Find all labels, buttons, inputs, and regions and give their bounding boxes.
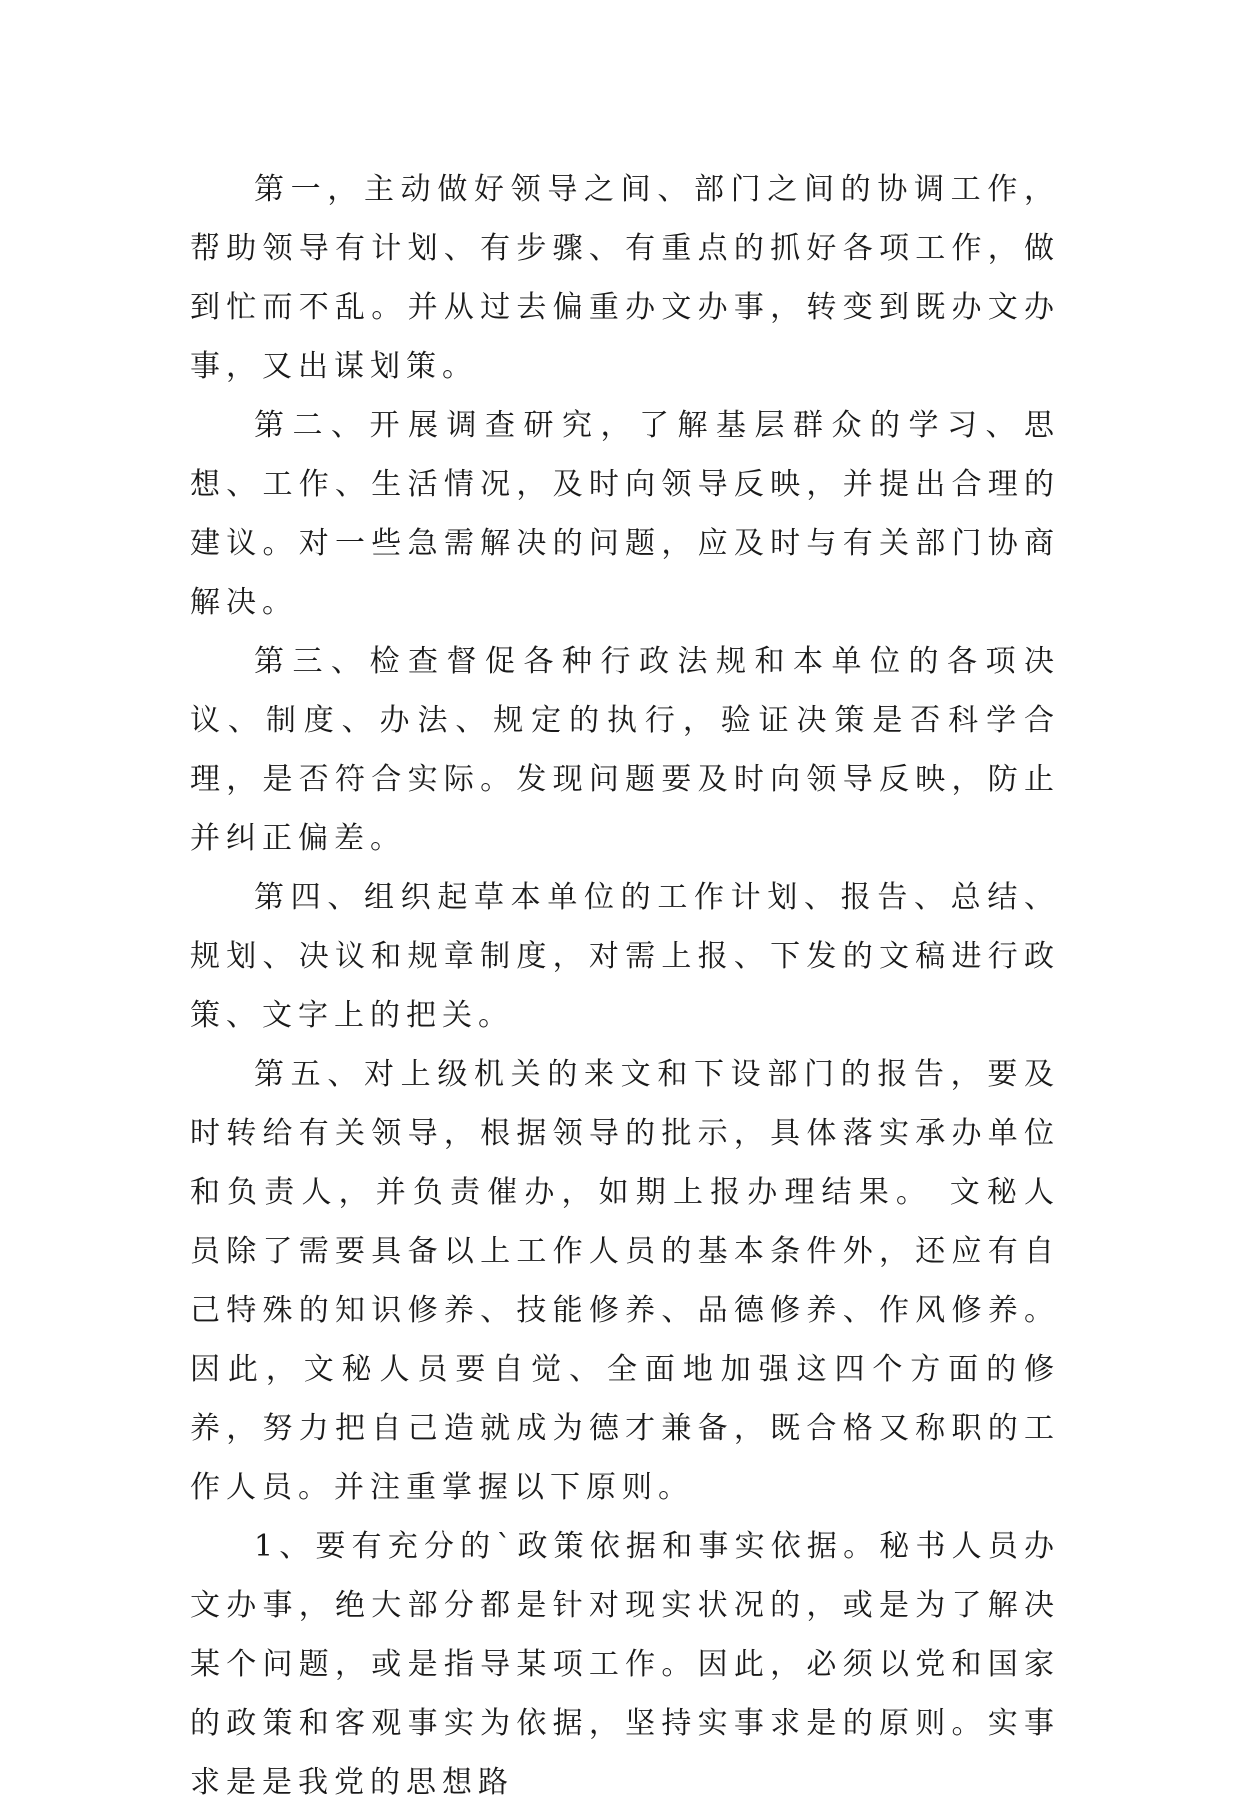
paragraph-4: 第四、组织起草本单位的工作计划、报告、总结、规划、决议和规章制度，对需上报、下发的文稿进行政策、文字上的把关。 (190, 880, 1060, 1033)
paragraph-5: 第五、对上级机关的来文和下设部门的报告，要及时转给有关领导，根据领导的批示，具体落实承办单位和负责人，并负责催办，如期上报办理结果。 文秘人员除了需要具备以上工作人员的基本条件外，还应有自己特殊的知识修养、技能修养、品德修养、作风修养。因此，文秘人员要自觉、全面地加强这四个方面的修养，努力把自己造就成为德才兼备，既合格又称职的工作人员。并注重掌握以下原则。 (190, 1057, 1060, 1505)
paragraph-2: 第二、开展调查研究，了解基层群众的学习、思想、工作、生活情况，及时向领导反映，并提出合理的建议。对一些急需解决的问题，应及时与有关部门协商解决。 (190, 408, 1060, 620)
document-body (190, 160, 1060, 1812)
paragraph-1: 第一，主动做好领导之间、部门之间的协调工作，帮助领导有计划、有步骤、有重点的抓好各项工作，做到忙而不乱。并从过去偏重办文办事，转变到既办文办事，又出谋划策。 (190, 172, 1060, 384)
paragraph-3: 第三、检查督促各种行政法规和本单位的各项决议、制度、办法、规定的执行，验证决策是否科学合理，是否符合实际。发现问题要及时向领导反映，防止并纠正偏差。 (190, 644, 1060, 856)
paragraph-6: 1、要有充分的`政策依据和事实依据。秘书人员办文办事，绝大部分都是针对现实状况的，或是为了解决某个问题，或是指导某项工作。因此，必须以党和国家的政策和客观事实为依据，坚持实事求是的原则。实事求是是我党的思想路 (190, 1529, 1060, 1800)
